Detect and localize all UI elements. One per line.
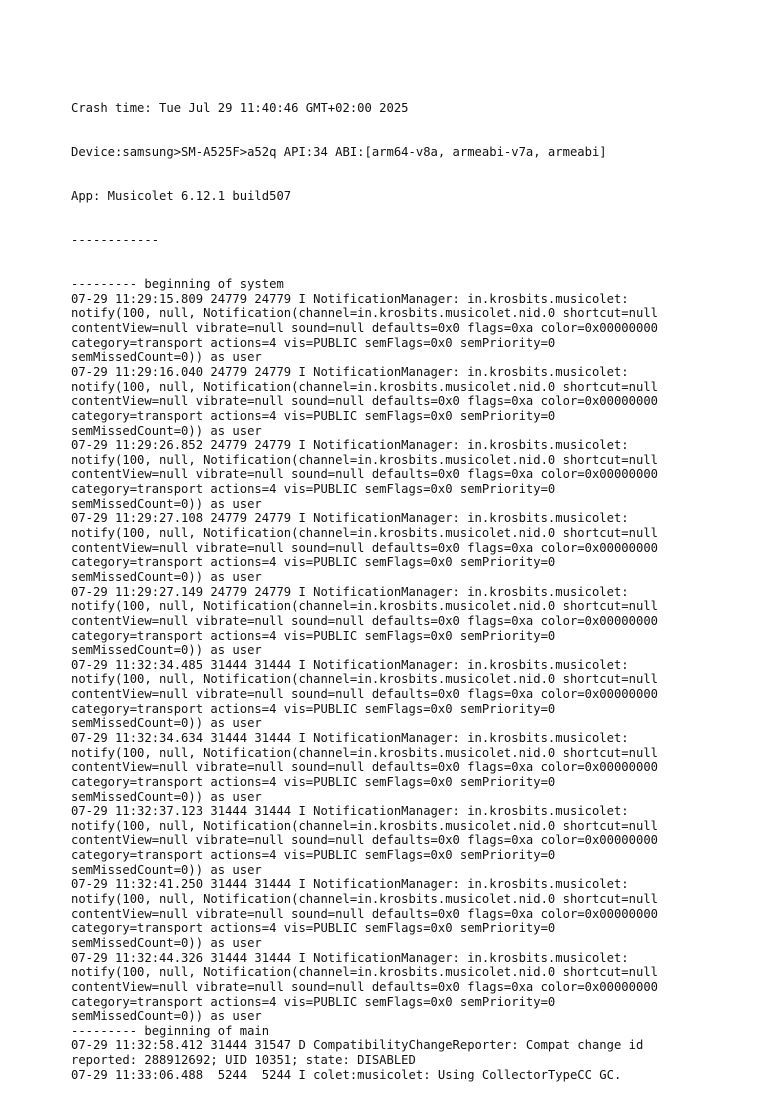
log-line: notify(100, null, Notification(channel=in.krosbits.musicolet.nid.0 shortcut=null [71, 892, 658, 907]
log-line: category=transport actions=4 vis=PUBLIC semFlags=0x0 semPriority=0 [71, 628, 556, 643]
device-info-line: Device:samsung>SM-A525F>a52q API:34 ABI:[arm64-v8a, armeabi-v7a, armeabi] [71, 145, 607, 160]
log-line: semMissedCount=0)) as user [71, 423, 262, 438]
log-line: category=transport actions=4 vis=PUBLIC semFlags=0x0 semPriority=0 [71, 408, 556, 423]
log-line: semMissedCount=0)) as user [71, 643, 262, 658]
log-line: contentView=null vibrate=null sound=null defaults=0x0 flags=0xa color=0x00000000 [71, 540, 658, 555]
log-line: contentView=null vibrate=null sound=null defaults=0x0 flags=0xa color=0x00000000 [71, 760, 658, 775]
log-line: contentView=null vibrate=null sound=null defaults=0x0 flags=0xa color=0x00000000 [71, 613, 658, 628]
log-line: 07-29 11:29:15.809 24779 24779 I NotificationManager: in.krosbits.musicolet: [71, 291, 629, 306]
log-line: category=transport actions=4 vis=PUBLIC semFlags=0x0 semPriority=0 [71, 848, 556, 863]
log-line: 07-29 11:32:41.250 31444 31444 I NotificationManager: in.krosbits.musicolet: [71, 877, 629, 892]
log-line: notify(100, null, Notification(channel=in.krosbits.musicolet.nid.0 shortcut=null [71, 452, 658, 467]
log-line: semMissedCount=0)) as user [71, 569, 262, 584]
log-line: semMissedCount=0)) as user [71, 350, 262, 365]
log-line: category=transport actions=4 vis=PUBLIC semFlags=0x0 semPriority=0 [71, 335, 556, 350]
log-line: 07-29 11:29:26.852 24779 24779 I NotificationManager: in.krosbits.musicolet: [71, 438, 629, 453]
log-line: contentView=null vibrate=null sound=null defaults=0x0 flags=0xa color=0x00000000 [71, 687, 658, 702]
log-line: contentView=null vibrate=null sound=null defaults=0x0 flags=0xa color=0x00000000 [71, 833, 658, 848]
log-line: category=transport actions=4 vis=PUBLIC semFlags=0x0 semPriority=0 [71, 774, 556, 789]
log-line: contentView=null vibrate=null sound=null defaults=0x0 flags=0xa color=0x00000000 [71, 394, 658, 409]
log-line: notify(100, null, Notification(channel=in.krosbits.musicolet.nid.0 shortcut=null [71, 672, 658, 687]
log-line: 07-29 11:32:34.634 31444 31444 I NotificationManager: in.krosbits.musicolet: [71, 730, 629, 745]
log-line: category=transport actions=4 vis=PUBLIC semFlags=0x0 semPriority=0 [71, 701, 556, 716]
log-line: notify(100, null, Notification(channel=in.krosbits.musicolet.nid.0 shortcut=null [71, 745, 658, 760]
log-body [71, 277, 751, 1082]
crash-log-document [71, 72, 751, 1097]
log-line: notify(100, null, Notification(channel=in.krosbits.musicolet.nid.0 shortcut=null [71, 379, 658, 394]
log-line: semMissedCount=0)) as user [71, 496, 262, 511]
log-line: 07-29 11:29:16.040 24779 24779 I NotificationManager: in.krosbits.musicolet: [71, 364, 629, 379]
log-line: contentView=null vibrate=null sound=null defaults=0x0 flags=0xa color=0x00000000 [71, 979, 658, 994]
log-line: 07-29 11:32:37.123 31444 31444 I NotificationManager: in.krosbits.musicolet: [71, 804, 629, 819]
log-line: reported: 288912692; UID 10351; state: DISABLED [71, 1053, 416, 1068]
log-line: 07-29 11:32:58.412 31444 31547 D CompatibilityChangeReporter: Compat change id [71, 1038, 644, 1053]
log-line: 07-29 11:33:06.488 5244 5244 I colet:musicolet: Using CollectorTypeCC GC. [71, 1067, 622, 1082]
log-line: notify(100, null, Notification(channel=in.krosbits.musicolet.nid.0 shortcut=null [71, 818, 658, 833]
log-line: semMissedCount=0)) as user [71, 716, 262, 731]
log-line: category=transport actions=4 vis=PUBLIC semFlags=0x0 semPriority=0 [71, 921, 556, 936]
log-line: semMissedCount=0)) as user [71, 862, 262, 877]
log-line: notify(100, null, Notification(channel=in.krosbits.musicolet.nid.0 shortcut=null [71, 599, 658, 614]
log-line: notify(100, null, Notification(channel=in.krosbits.musicolet.nid.0 shortcut=null [71, 526, 658, 541]
log-line: 07-29 11:32:44.326 31444 31444 I NotificationManager: in.krosbits.musicolet: [71, 950, 629, 965]
log-line: contentView=null vibrate=null sound=null defaults=0x0 flags=0xa color=0x00000000 [71, 321, 658, 336]
crash-time-line: Crash time: Tue Jul 29 11:40:46 GMT+02:00 2025 [71, 101, 409, 116]
log-line: --------- beginning of system [71, 277, 284, 292]
log-line: semMissedCount=0)) as user [71, 789, 262, 804]
log-line: 07-29 11:32:34.485 31444 31444 I NotificationManager: in.krosbits.musicolet: [71, 657, 629, 672]
log-line: contentView=null vibrate=null sound=null defaults=0x0 flags=0xa color=0x00000000 [71, 467, 658, 482]
app-info-line: App: Musicolet 6.12.1 build507 [71, 189, 292, 204]
log-line: notify(100, null, Notification(channel=in.krosbits.musicolet.nid.0 shortcut=null [71, 965, 658, 980]
header-separator: ------------ [71, 233, 160, 248]
log-line: contentView=null vibrate=null sound=null defaults=0x0 flags=0xa color=0x00000000 [71, 906, 658, 921]
log-line: 07-29 11:29:27.149 24779 24779 I NotificationManager: in.krosbits.musicolet: [71, 584, 629, 599]
log-line: 07-29 11:29:27.108 24779 24779 I NotificationManager: in.krosbits.musicolet: [71, 511, 629, 526]
log-line: category=transport actions=4 vis=PUBLIC semFlags=0x0 semPriority=0 [71, 994, 556, 1009]
log-line: category=transport actions=4 vis=PUBLIC semFlags=0x0 semPriority=0 [71, 482, 556, 497]
log-line: --------- beginning of main [71, 1023, 270, 1038]
log-line: category=transport actions=4 vis=PUBLIC semFlags=0x0 semPriority=0 [71, 555, 556, 570]
log-line: notify(100, null, Notification(channel=in.krosbits.musicolet.nid.0 shortcut=null [71, 306, 658, 321]
log-line: semMissedCount=0)) as user [71, 1009, 262, 1024]
log-line: semMissedCount=0)) as user [71, 935, 262, 950]
